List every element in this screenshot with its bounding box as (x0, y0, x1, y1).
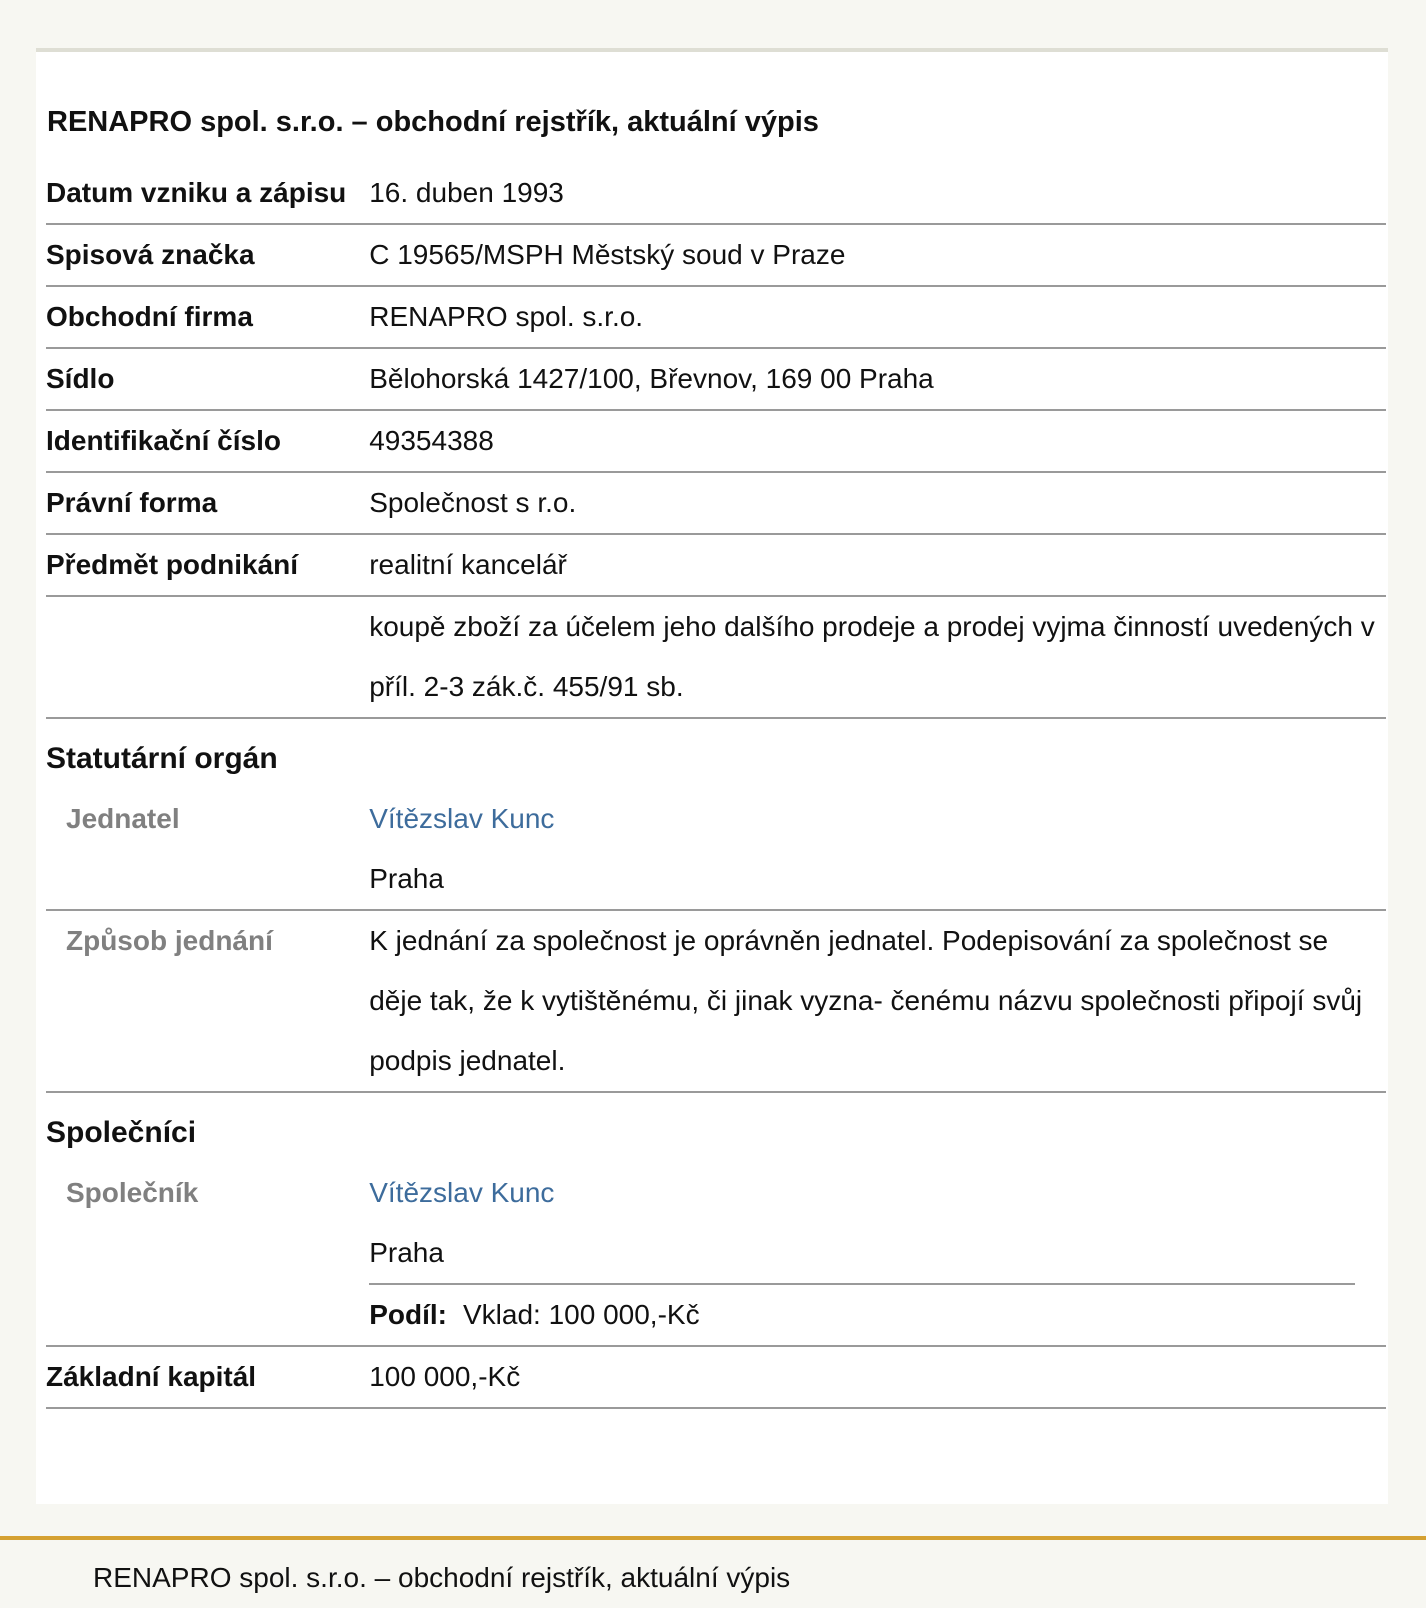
jednatel-city: Praha (369, 863, 444, 894)
row-value: Bělohorská 1427/100, Břevnov, 169 00 Praha (369, 348, 1386, 410)
register-card (36, 48, 1388, 1504)
jednatel-label: Jednatel (46, 789, 369, 910)
table-row (46, 163, 1386, 224)
share-value: Vklad: 100 000,-Kč (462, 1299, 700, 1330)
table-row (46, 1163, 1386, 1346)
partner-city: Praha (369, 1237, 444, 1268)
row-label: Sídlo (46, 348, 369, 410)
footer-text: RENAPRO spol. s.r.o. – obchodní rejstřík, aktuální výpis (93, 1562, 791, 1593)
statutory-heading: Statutární orgán (46, 742, 278, 775)
row-value (369, 789, 1386, 910)
page-title: RENAPRO spol. s.r.o. – obchodní rejstřík, aktuální výpis (47, 106, 819, 138)
row-value (369, 1163, 1386, 1346)
zpusob-label: Způsob jednání (46, 910, 369, 1092)
share-row (369, 1283, 1355, 1345)
row-label: Předmět podnikání (46, 534, 369, 596)
row-value: 16. duben 1993 (369, 163, 1386, 224)
table-row (46, 789, 1386, 910)
row-label: Spisová značka (46, 224, 369, 286)
table-row (46, 596, 1386, 718)
share-label: Podíl: (369, 1299, 447, 1330)
zpusob-text: K jednání za společnost je oprávněn jednatel. Podepisování za společnost se děje tak, že k vytištěnému, či jinak vyzna- čenému názvu společnosti připojí svůj podpis jednatel. (369, 910, 1386, 1092)
row-label: Obchodní firma (46, 286, 369, 348)
row-value: 49354388 (369, 410, 1386, 472)
partners-heading: Společníci (46, 1116, 197, 1149)
row-label: Právní forma (46, 472, 369, 534)
capital-value: 100 000,-Kč (369, 1346, 1386, 1408)
capital-label: Základní kapitál (46, 1346, 369, 1408)
row-value: realitní kancelář (369, 534, 1386, 596)
jednatel-name-link[interactable]: Vítězslav Kunc (369, 803, 555, 834)
row-label: Identifikační číslo (46, 410, 369, 472)
row-label: Datum vzniku a zápisu (46, 163, 369, 224)
table-row (46, 534, 1386, 596)
table-row (46, 1346, 1386, 1408)
row-value: koupě zboží za účelem jeho dalšího prodeje a prodej vyjma činností uvedených v příl. 2-3 zák.č. 455/91 sb. (369, 596, 1386, 718)
footer (0, 1536, 1426, 1608)
table-row (46, 286, 1386, 348)
section-row (46, 1092, 1386, 1163)
row-value: Společnost s r.o. (369, 472, 1386, 534)
section-row (46, 718, 1386, 789)
partner-name-link[interactable]: Vítězslav Kunc (369, 1177, 555, 1208)
row-label (46, 596, 369, 718)
row-value: RENAPRO spol. s.r.o. (369, 286, 1386, 348)
table-row (46, 910, 1386, 1092)
table-row (46, 348, 1386, 410)
table-row (46, 472, 1386, 534)
register-table (46, 163, 1386, 1409)
partner-label: Společník (46, 1163, 369, 1346)
table-row (46, 224, 1386, 286)
row-value: C 19565/MSPH Městský soud v Praze (369, 224, 1386, 286)
table-row (46, 410, 1386, 472)
